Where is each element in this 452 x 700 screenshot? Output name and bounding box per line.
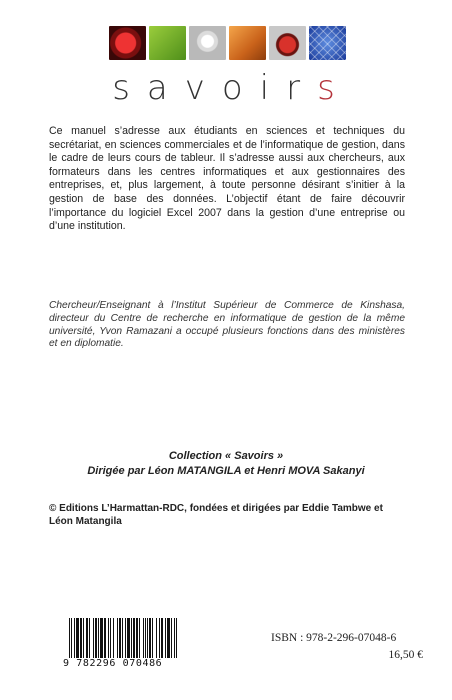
collection-editors: Dirigée par Léon MATANGILA et Henri MOVA Sakanyi bbox=[87, 465, 365, 477]
isbn-price-block bbox=[271, 630, 423, 664]
series-logo-accent: s bbox=[317, 68, 352, 108]
isbn-number: ISBN : 978-2-296-07048-6 bbox=[271, 632, 397, 644]
series-logo bbox=[0, 68, 452, 108]
author-bio: Chercheur/Enseignant à l’Institut Supérieur de Commerce de Kinshasa, directeur du Centre de recherche en informatique de gestion de la même université, Yvon Ramazani a occupé plusieurs fonctions dans des ministères et en diplomatie. bbox=[49, 300, 405, 350]
leaf-icon bbox=[149, 26, 186, 60]
ball-icon bbox=[269, 26, 306, 60]
collection-name: Collection « Savoirs » bbox=[168, 450, 284, 462]
barcode bbox=[63, 618, 186, 674]
orange-texture-icon bbox=[229, 26, 266, 60]
publisher-copyright: © Editions L’Harmattan-RDC, fondées et dirigées par Eddie Tambwe et Léon Matangila bbox=[49, 503, 383, 527]
barcode-digits: 9 782296 070486 bbox=[63, 658, 163, 669]
globe-icon bbox=[109, 26, 146, 60]
price: 16,50 € bbox=[388, 649, 423, 661]
barcode-bars bbox=[69, 618, 182, 658]
collection-info bbox=[0, 449, 452, 479]
series-icon-strip bbox=[109, 26, 346, 60]
lightbulb-icon bbox=[189, 26, 226, 60]
book-summary: Ce manuel s’adresse aux étudiants en sciences et techniques du secrétariat, en sciences commerciales et de l’informatique de gestion, dans le cadre de leurs cours de tableur. Il s’adresse aussi aux chercheurs, aux formateurs dans les centres informatiques et aux gestionnaires des entreprises, et, plus largement, à toute personne désirant s’initier à la gestion de base des données. L’objectif étant de faire découvrir l’importance du logiciel Excel 2007 dans la gestion d’une entreprise ou d’une institution. bbox=[49, 125, 405, 233]
grid-sphere-icon bbox=[309, 26, 346, 60]
series-logo-main: savoir bbox=[112, 68, 318, 108]
